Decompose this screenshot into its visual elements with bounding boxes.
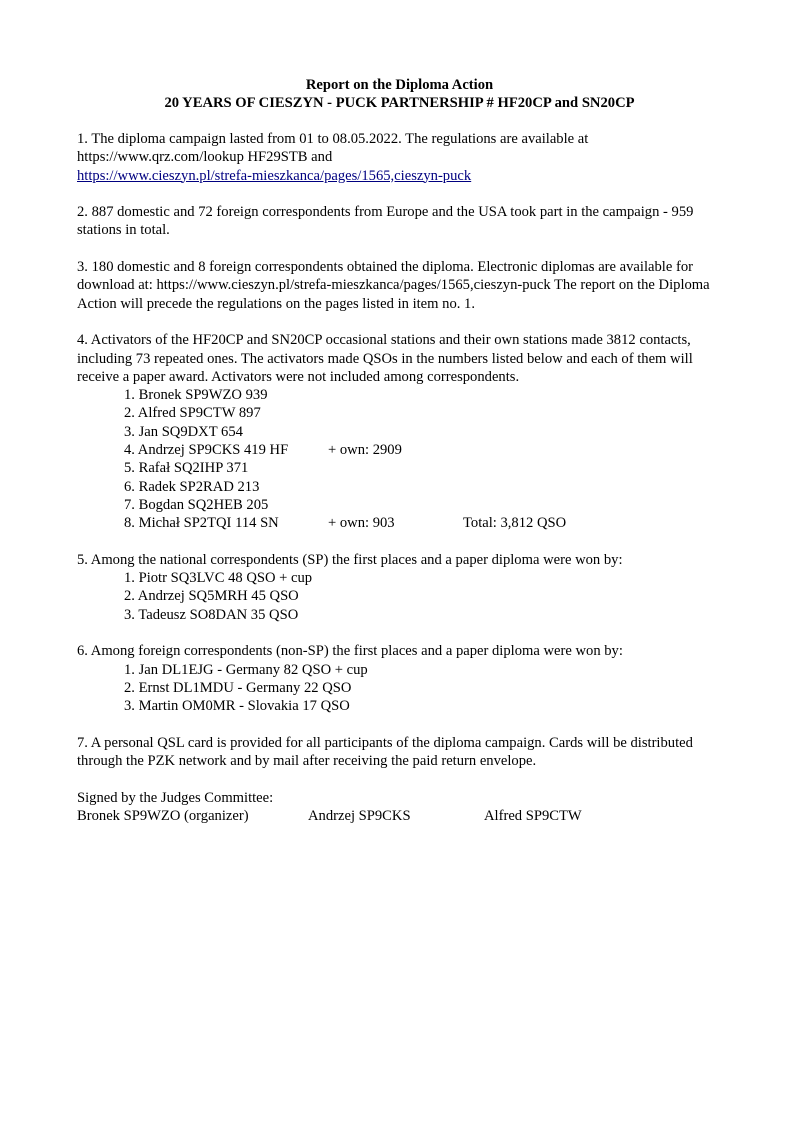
section-6 xyxy=(77,642,722,715)
report-header xyxy=(77,76,722,112)
activators-list xyxy=(77,386,722,532)
signer-name: Bronek SP9WZO (organizer) xyxy=(77,807,249,824)
activator-own-count: + own: 2909 xyxy=(328,442,402,459)
section-7-text: 7. A personal QSL card is provided for all participants of the diploma campaign. Cards will be distributed through the PZK network and by mail after receiving the paid return envelope. xyxy=(77,734,693,770)
section-5-text: 5. Among the national correspondents (SP) the first places and a paper diploma were won by: xyxy=(77,551,623,568)
activator-entry: 7. Bogdan SQ2HEB 205 xyxy=(124,496,269,513)
list-item: 1. Piotr SQ3LVC 48 QSO + cup xyxy=(124,570,313,587)
section-4-text: 4. Activators of the HF20CP and SN20CP occasional stations and their own stations made 3812 contacts, including 73 repeated ones. The activators made QSOs in the numbers listed below and each of them will receive a paper award. Activators were not included among correspondents. xyxy=(77,332,693,385)
cieszyn-puck-link[interactable]: https://www.cieszyn.pl/strefa-mieszkanca/pages/1565,cieszyn-puck xyxy=(77,167,472,184)
section-6-text: 6. Among foreign correspondents (non-SP) the first places and a paper diploma were won by: xyxy=(77,643,623,660)
section-2 xyxy=(77,203,722,240)
activator-entry: 8. Michał SP2TQI 114 SN xyxy=(124,515,279,532)
list-item xyxy=(124,441,722,459)
list-item: 2. Ernst DL1MDU - Germany 22 QSO xyxy=(124,679,352,696)
section-1-line-2: https://www.qrz.com/lookup HF29STB and xyxy=(77,149,333,166)
list-item xyxy=(124,514,722,532)
document-page xyxy=(77,76,722,825)
list-item: 2. Andrzej SQ5MRH 45 QSO xyxy=(124,588,299,605)
section-4 xyxy=(77,331,722,532)
signature-block xyxy=(77,789,722,826)
list-item xyxy=(124,386,722,404)
section-1-line-1: 1. The diploma campaign lasted from 01 to 08.05.2022. The regulations are available at xyxy=(77,131,589,147)
activator-entry: 5. Rafał SQ2IHP 371 xyxy=(124,460,249,477)
foreign-winners-list xyxy=(77,661,722,716)
activator-entry: 2. Alfred SP9CTW 897 xyxy=(124,405,261,422)
list-item: 3. Tadeusz SO8DAN 35 QSO xyxy=(124,606,299,623)
national-winners-list xyxy=(77,569,722,624)
section-7 xyxy=(77,734,722,771)
activator-own-count: + own: 903 xyxy=(328,515,395,532)
list-item xyxy=(124,496,722,514)
list-item: 3. Martin OM0MR - Slovakia 17 QSO xyxy=(124,698,350,715)
activator-entry: 4. Andrzej SP9CKS 419 HF xyxy=(124,442,289,459)
list-item xyxy=(124,459,722,477)
signature-heading: Signed by the Judges Committee: xyxy=(77,789,274,806)
signers-row xyxy=(77,807,722,825)
signer-name: Andrzej SP9CKS xyxy=(308,807,411,824)
list-item xyxy=(124,423,722,441)
list-item xyxy=(124,404,722,422)
section-2-text: 2. 887 domestic and 72 foreign correspondents from Europe and the USA took part in the campaign - 959 stations in total. xyxy=(77,204,694,239)
list-item xyxy=(124,478,722,496)
signer-name: Alfred SP9CTW xyxy=(484,807,582,824)
activator-entry: 6. Radek SP2RAD 213 xyxy=(124,478,260,495)
list-item: 1. Jan DL1EJG - Germany 82 QSO + cup xyxy=(124,661,368,678)
activators-total: Total: 3,812 QSO xyxy=(463,515,567,532)
report-subtitle: 20 YEARS OF CIESZYN - PUCK PARTNERSHIP # HF20CP and SN20CP xyxy=(164,95,635,111)
report-title: Report on the Diploma Action xyxy=(305,77,494,93)
activator-entry: 3. Jan SQ9DXT 654 xyxy=(124,423,243,440)
activator-entry: 1. Bronek SP9WZO 939 xyxy=(124,387,268,404)
section-3-text: 3. 180 domestic and 8 foreign correspondents obtained the diploma. Electronic diplomas are available for download at: https://www.cieszyn.pl/strefa-mieszkanca/pages/1565,cieszyn-puck The report on the Diploma Action will precede the regulations on the pages listed in item no. 1. xyxy=(77,259,710,312)
section-5 xyxy=(77,551,722,624)
section-1 xyxy=(77,130,722,185)
section-3 xyxy=(77,258,722,313)
